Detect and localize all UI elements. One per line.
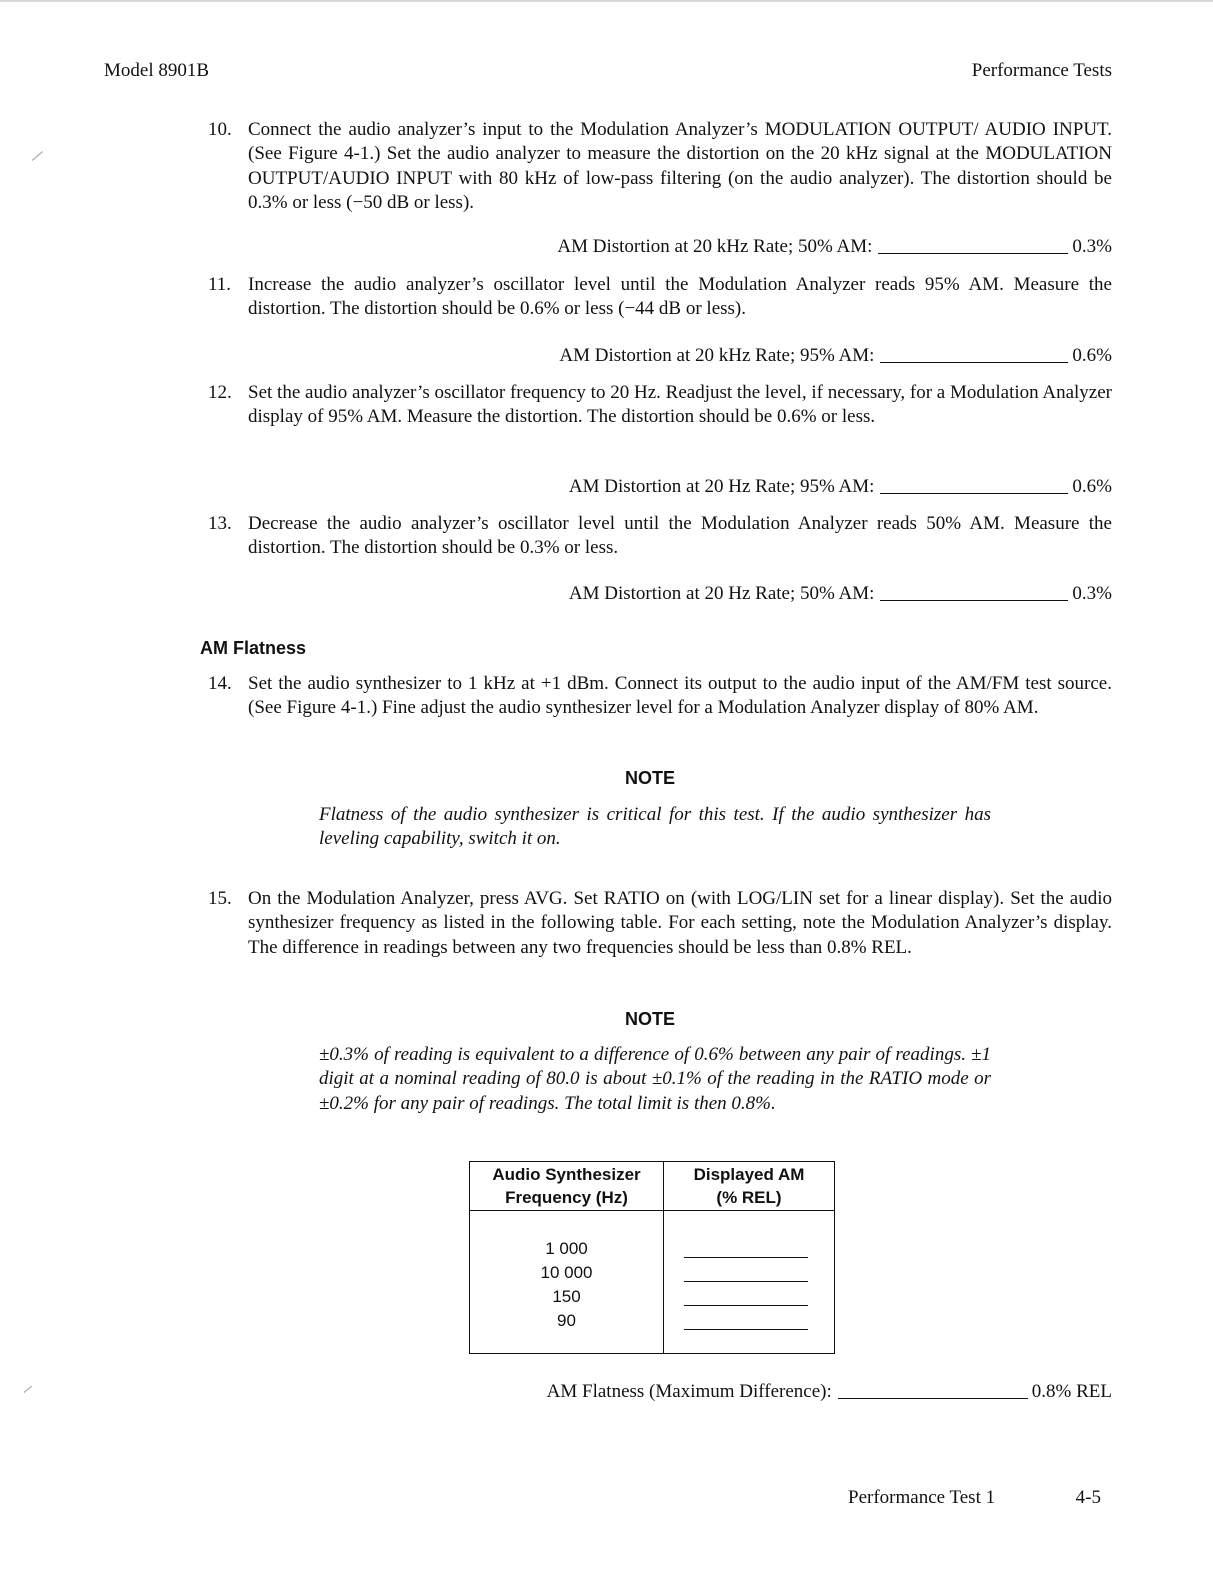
result-label: AM Distortion at 20 kHz Rate; 50% AM: xyxy=(557,236,873,257)
step-15 xyxy=(208,887,1112,960)
step-13 xyxy=(208,512,1112,561)
table-row xyxy=(470,1211,835,1354)
reading-cell xyxy=(664,1211,835,1354)
step-text: On the Modulation Analyzer, press AVG. Set RATIO on (with LOG/LIN set for a linear display). Set the audio synthesizer frequency as listed in the following table. For each setting, note the Modulation Analyzer’s display. The difference in readings between any two frequencies should be less than 0.8% REL. xyxy=(248,888,1112,958)
step-number: 15. xyxy=(208,888,232,909)
result-entry-blank xyxy=(880,493,1068,494)
step-number: 10. xyxy=(208,119,232,140)
step-number: 13. xyxy=(208,513,232,534)
scan-mark xyxy=(32,151,43,161)
result-label: AM Flatness (Maximum Difference): xyxy=(546,1381,832,1402)
result-line-step-11 xyxy=(559,345,1112,367)
header-line: Audio Synthesizer Frequency (Hz) xyxy=(492,1165,641,1207)
result-line-step-10 xyxy=(557,236,1112,258)
note-body: Flatness of the audio synthesizer is critical for this test. If the audio synthesizer has leveling capability, switch it on. xyxy=(319,804,991,850)
result-entry-blank xyxy=(838,1398,1028,1399)
step-10 xyxy=(208,118,1112,215)
result-entry-blank xyxy=(880,362,1068,363)
note-title: NOTE xyxy=(624,1009,675,1029)
result-label: AM Distortion at 20 Hz Rate; 95% AM: xyxy=(568,476,875,497)
running-header-chapter: Performance Tests xyxy=(971,60,1112,81)
reading-blanks xyxy=(664,1211,834,1333)
step-text: Set the audio synthesizer to 1 kHz at +1 dBm. Connect its output to the audio input of the AM/FM test source. (See Figure 4-1.) Fine adjust the audio synthesizer level for a Modulation Analyzer display of 80% AM. xyxy=(248,673,1112,719)
reading-blank xyxy=(664,1285,834,1309)
result-label: AM Distortion at 20 Hz Rate; 50% AM: xyxy=(568,583,875,604)
step-text: Increase the audio analyzer’s oscillator level until the Modulation Analyzer reads 95% AM. Measure the distortion. The distortion should be 0.6% or less (−44 dB or less). xyxy=(248,274,1112,320)
frequency-value: 10 000 xyxy=(540,1263,593,1282)
frequency-cell xyxy=(470,1211,664,1354)
step-14 xyxy=(208,672,1112,721)
step-11 xyxy=(208,273,1112,322)
frequency-value: 90 xyxy=(557,1311,576,1330)
result-limit: 0.6% xyxy=(1072,345,1112,366)
note-title: NOTE xyxy=(624,768,675,788)
flatness-table xyxy=(469,1161,835,1354)
result-limit: 0.8% REL xyxy=(1031,1381,1112,1402)
reading-blank xyxy=(664,1237,834,1261)
step-number: 11. xyxy=(208,274,232,295)
result-limit: 0.3% xyxy=(1072,236,1112,257)
result-label: AM Distortion at 20 kHz Rate; 95% AM: xyxy=(559,345,875,366)
step-number: 12. xyxy=(208,382,232,403)
step-text: Connect the audio analyzer’s input to the Modulation Analyzer’s MODULATION OUTPUT/ AUDIO INPUT. (See Figure 4-1.) Set the audio analyzer to measure the distortion on the 20 kHz signal at the MODULATION OUTPUT/AUDIO INPUT with 80 kHz of low-pass filtering (on the audio analyzer). The distortion should be 0.3% or less (−50 dB or less). xyxy=(248,119,1112,213)
step-text: Set the audio analyzer’s oscillator frequency to 20 Hz. Readjust the level, if necessary, for a Modulation Analyzer display of 95% AM. Measure the distortion. The distortion should be 0.6% or less. xyxy=(248,382,1112,428)
note-body: ±0.3% of reading is equivalent to a difference of 0.6% between any pair of readings. ±1 digit at a nominal reading of 80.0 is about ±0.1% of the reading in the RATIO mode or ±0.2% for any pair of readings. The total limit is then 0.8%. xyxy=(319,1044,991,1114)
frequency-value: 1 000 xyxy=(545,1239,588,1258)
result-entry-blank xyxy=(878,253,1068,254)
result-limit: 0.3% xyxy=(1072,583,1112,604)
footer-title: Performance Test 1 xyxy=(848,1487,996,1508)
result-line-step-13 xyxy=(569,583,1112,605)
step-12 xyxy=(208,381,1112,430)
reading-blank xyxy=(664,1261,834,1285)
header-line: Displayed AM (% REL) xyxy=(693,1165,805,1207)
result-limit: 0.6% xyxy=(1072,476,1112,497)
running-header-model: Model 8901B xyxy=(104,60,210,81)
result-entry-blank xyxy=(880,600,1068,601)
result-line-am-flatness xyxy=(547,1381,1112,1403)
frequency-value: 150 xyxy=(552,1287,581,1306)
page-top-border xyxy=(0,0,1213,2)
page-number: 4-5 xyxy=(1075,1487,1101,1508)
step-text: Decrease the audio analyzer’s oscillator level until the Modulation Analyzer reads 50% AM. Measure the distortion. The distortion should be 0.3% or less. xyxy=(248,513,1112,559)
scan-mark xyxy=(24,1386,32,1393)
table-header-frequency xyxy=(470,1162,664,1211)
result-line-step-12 xyxy=(569,476,1112,498)
frequency-list xyxy=(470,1211,663,1333)
table-header-displayed-am xyxy=(664,1162,835,1211)
section-heading-am-flatness: AM Flatness xyxy=(200,638,307,658)
reading-blank xyxy=(664,1309,834,1333)
step-number: 14. xyxy=(208,673,232,694)
